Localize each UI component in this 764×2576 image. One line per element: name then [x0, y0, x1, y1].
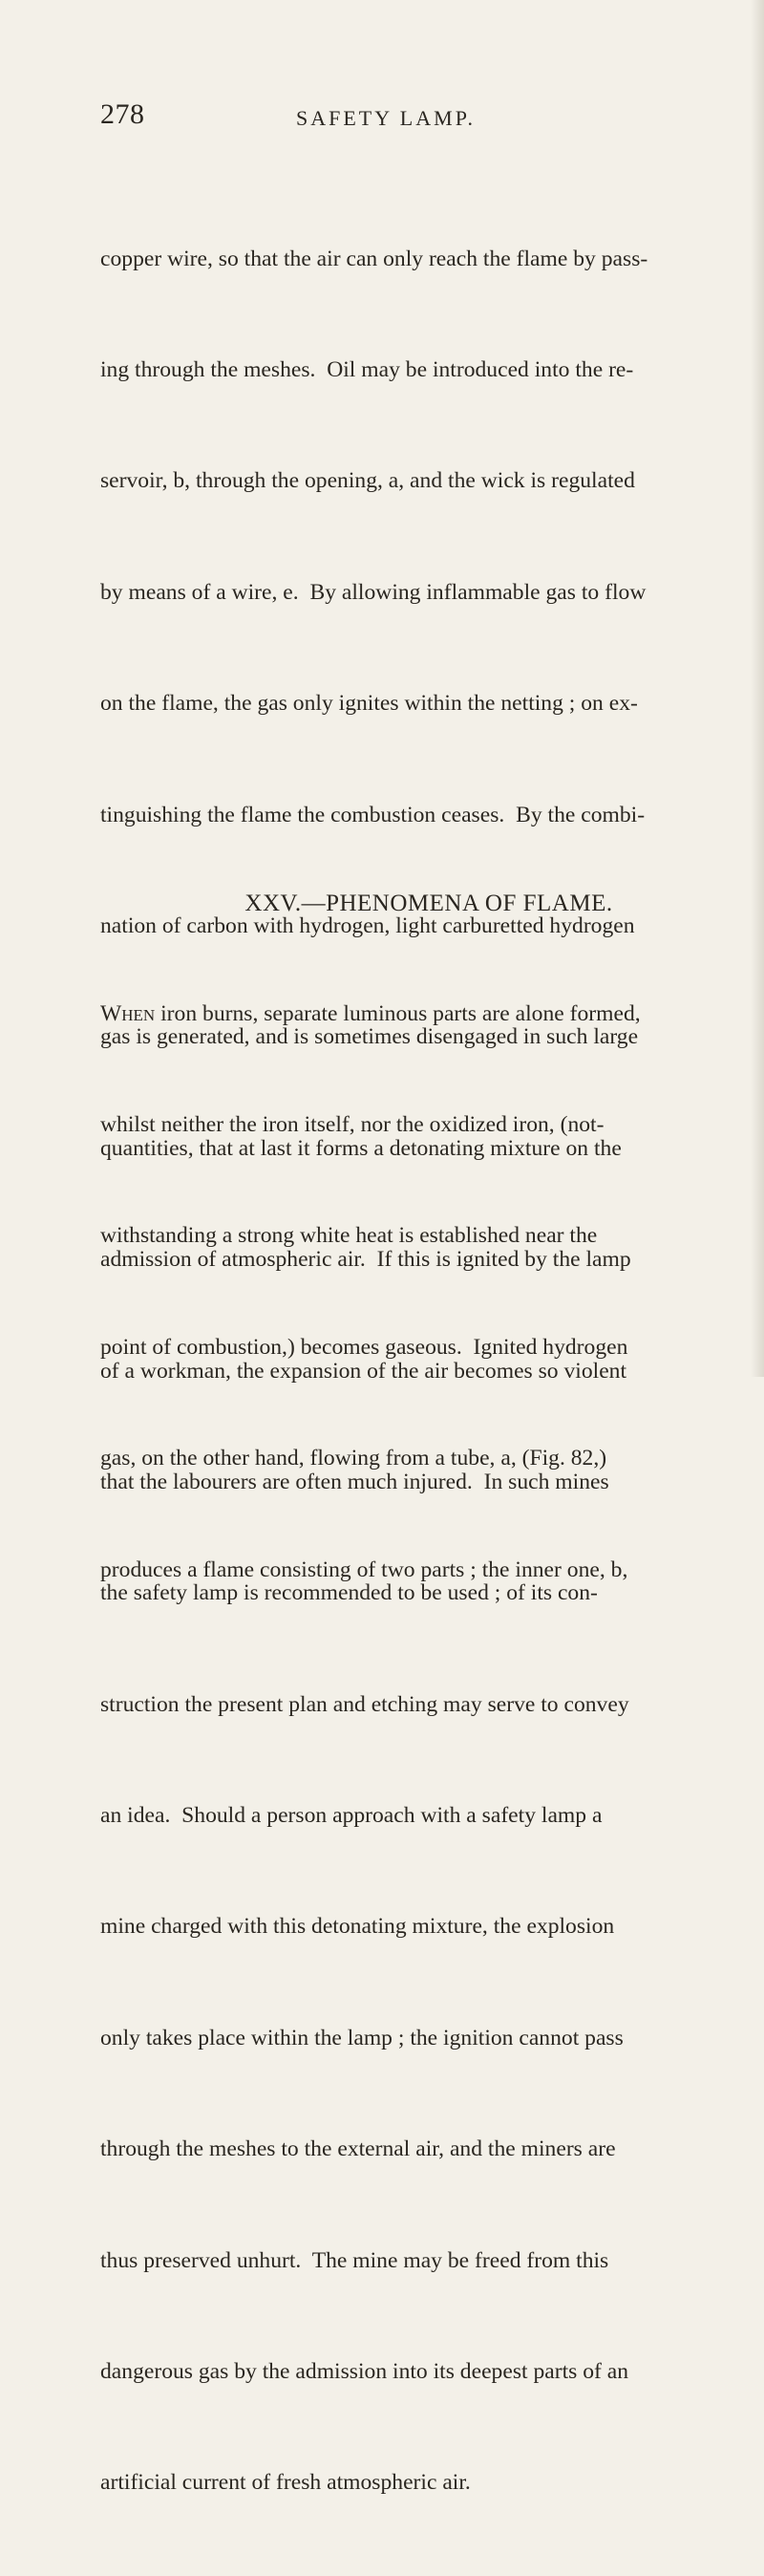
running-head: SAFETY LAMP.: [296, 106, 476, 130]
text-line: ing through the meshes. Oil may be introduced into the re-: [100, 356, 634, 382]
text-line: point of combustion,) becomes gaseous. Ignited hydrogen: [100, 1334, 628, 1360]
page-header: [100, 98, 673, 140]
text-line: mine charged with this detonating mixture, the explosion: [100, 1914, 615, 1940]
paragraph-phenomena-of-flame: [100, 921, 757, 1663]
text-line: admission of atmospheric air. If this is ignited by the lamp: [100, 1247, 631, 1273]
lead-word: When: [100, 1000, 156, 1026]
text-line: through the meshes to the external air, and the miners are: [100, 2136, 616, 2162]
text-line: the safety lamp is recommended to be used ; of its con-: [100, 1580, 598, 1606]
text-line: artificial current of fresh atmospheric air.: [100, 2470, 471, 2496]
text-line: dangerous gas by the admission into its deepest parts of an: [100, 2359, 629, 2385]
text-line: thus preserved unhurt. The mine may be freed from this: [100, 2247, 609, 2273]
text-line-rest: iron burns, separate luminous parts are alone formed,: [155, 1000, 641, 1026]
section-heading: XXV.—PHENOMENA OF FLAME.: [244, 891, 613, 916]
text-line: [100, 996, 757, 1033]
page-number: 278: [100, 98, 145, 130]
text-line: struction the present plan and etching may serve to convey: [100, 1691, 629, 1717]
text-line: that the labourers are often much injured. In such mines: [100, 1469, 609, 1494]
text-line: quantities, that at last it forms a detonating mixture on the: [100, 1135, 622, 1161]
text-line: copper wire, so that the air can only reach the flame by pass-: [100, 246, 648, 271]
text-line: withstanding a strong white heat is established near the: [100, 1223, 598, 1249]
text-line: on the flame, the gas only ignites within the netting ; on ex-: [100, 691, 638, 717]
text-line: by means of a wire, e. By allowing inflammable gas to flow: [100, 579, 647, 605]
text-line: nation of carbon with hydrogen, light carburetted hydrogen: [100, 912, 635, 938]
text-line: of a workman, the expansion of the air becomes so violent: [100, 1358, 627, 1384]
text-line: gas, on the other hand, flowing from a tube, a, (Fig. 82,): [100, 1446, 607, 1471]
text-line: tinguishing the flame the combustion ceases. By the combi-: [100, 802, 646, 827]
text-line: whilst neither the iron itself, nor the oxidized iron, (not-: [100, 1111, 605, 1137]
text-line: gas is generated, and is sometimes disengaged in such large: [100, 1024, 639, 1050]
text-line: an idea. Should a person approach with a safety lamp a: [100, 1803, 603, 1829]
text-line: servoir, b, through the opening, a, and the wick is regulated: [100, 468, 635, 494]
text-line: produces a flame consisting of two parts ; the inner one, b,: [100, 1556, 628, 1582]
text-line: only takes place within the lamp ; the ignition cannot pass: [100, 2025, 624, 2050]
